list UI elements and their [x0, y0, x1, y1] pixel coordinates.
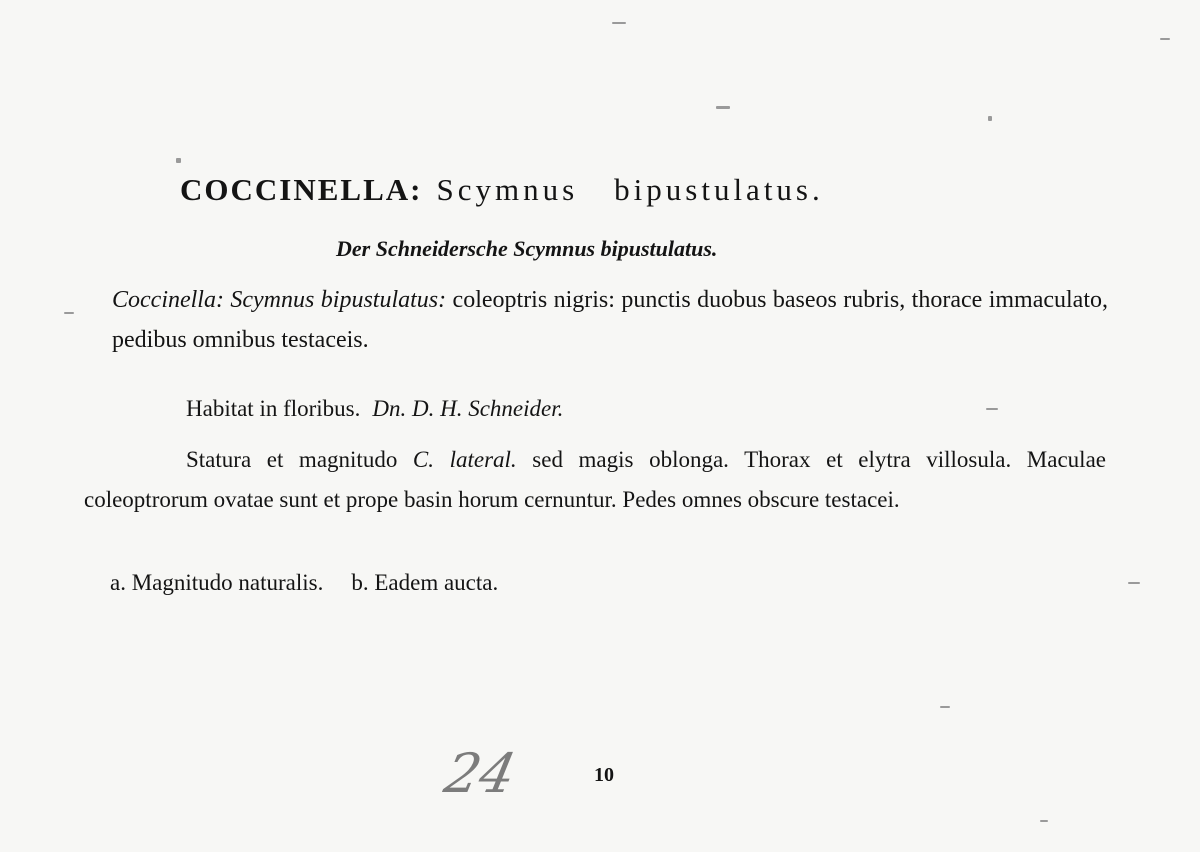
- paper-speck: [716, 106, 730, 109]
- description-part-2: sed magis oblonga. Thorax et elytra villosula. Maculae coleoptrorum ovatae sunt et prope basin horum cernuntur. Pedes omnes obscure testacei.: [84, 447, 1106, 512]
- habitat-line: [186, 396, 563, 422]
- paper-speck: [1040, 820, 1048, 822]
- paper-speck: [612, 22, 626, 24]
- paper-speck: [64, 312, 74, 314]
- paper-speck: [1160, 38, 1170, 40]
- description-paragraph: [84, 440, 1106, 520]
- title-genus: COCCINELLA:: [180, 172, 423, 207]
- paper-speck: [940, 706, 950, 708]
- paper-speck: [176, 158, 181, 163]
- paper-speck: [986, 408, 998, 410]
- habitat-text: Habitat in floribus.: [186, 396, 361, 421]
- handwritten-number: 24: [439, 742, 522, 805]
- figure-caption: [110, 570, 498, 596]
- paper-speck: [988, 116, 992, 121]
- description-part-1: Statura et magnitudo: [186, 447, 398, 472]
- title-species-1: Scymnus: [436, 172, 579, 207]
- page-title: [180, 172, 824, 208]
- habitat-author: Dn. D. H. Schneider.: [372, 396, 564, 421]
- caption-a: a. Magnitudo naturalis.: [110, 570, 324, 595]
- caption-b: b. Eadem aucta.: [351, 570, 499, 595]
- diagnosis-paragraph: [112, 280, 1108, 360]
- title-species-2: bipustulatus.: [614, 172, 824, 207]
- page-number: 10: [594, 764, 614, 786]
- paper-speck: [1128, 582, 1140, 584]
- diagnosis-lead: Coccinella: Scymnus bipustulatus:: [112, 287, 447, 313]
- diagnosis-text: coleoptris nigris: punctis duobus baseos rubris, thorace immaculato, pedibus omnibus testaceis.: [112, 287, 1109, 353]
- description-italic-reference: C. lateral.: [412, 447, 517, 472]
- german-subtitle: Der Schneidersche Scymnus bipustulatus.: [336, 236, 718, 261]
